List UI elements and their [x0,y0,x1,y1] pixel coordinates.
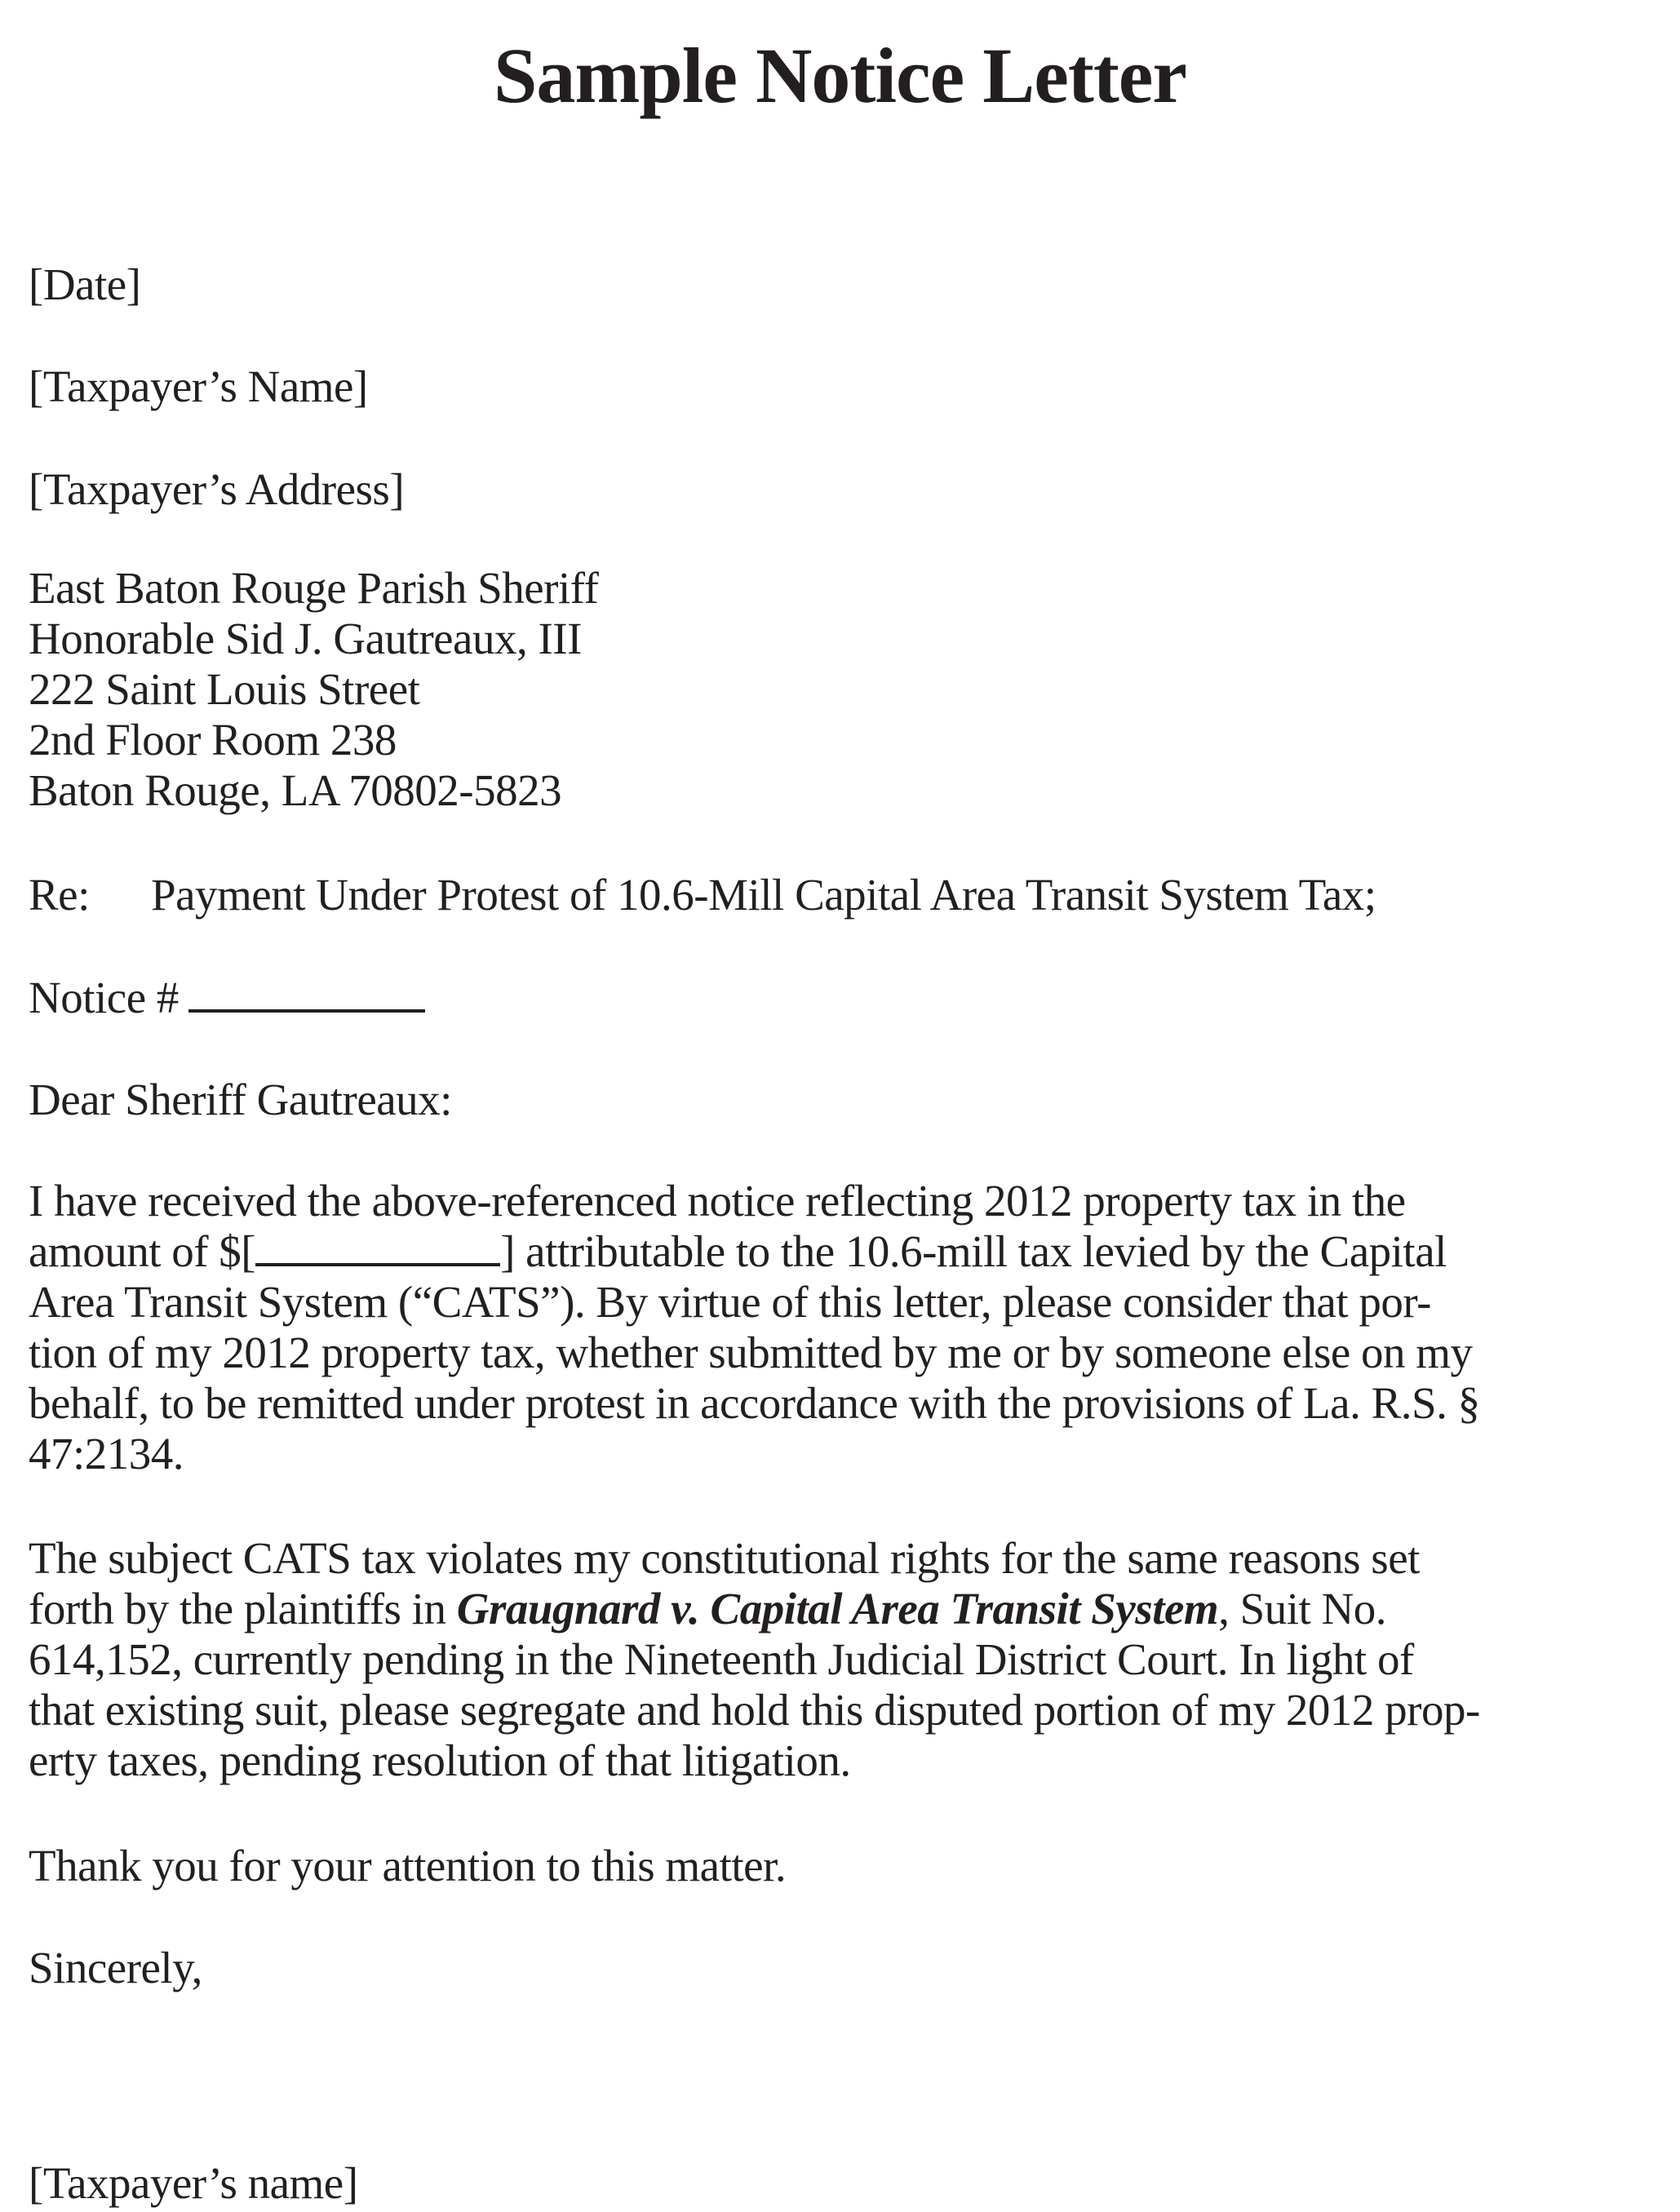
recipient-line: 222 Saint Louis Street [29,664,420,714]
closing-thanks: Thank you for your attention to this matter. [29,1841,787,1891]
recipient-address-block [29,563,598,816]
paragraph-line [29,1584,1480,1634]
body-paragraph-2 [29,1533,1480,1786]
recipient-line: Baton Rouge, LA 70802-5823 [29,765,562,815]
recipient-line: East Baton Rouge Parish Sheriff [29,563,599,613]
paragraph-line: behalf, to be remitted under protest in accordance with the provisions of La. R.S. § [29,1378,1480,1428]
paragraph-line: tion of my 2012 property tax, whether submitted by me or by someone else on my [29,1328,1473,1377]
notice-number-blank[interactable] [188,973,425,1013]
paragraph-line: erty taxes, pending resolution of that litigation. [29,1735,851,1785]
recipient-line: Honorable Sid J. Gautreaux, III [29,614,582,663]
page-title: Sample Notice Letter [493,32,1186,119]
re-label: Re: [29,870,90,920]
notice-label: Notice # [29,973,179,1022]
text-segment: ] attributable to the 10.6-mill tax levied by the Capital [500,1226,1447,1276]
paragraph-line: that existing suit, please segregate and hold this disputed portion of my 2012 prop- [29,1685,1480,1735]
paragraph-line: I have received the above-referenced notice reflecting 2012 property tax in the [29,1176,1406,1226]
closing-sign-off: Sincerely, [29,1943,202,1993]
paragraph-line: Area Transit System (“CATS”). By virtue of this letter, please consider that por- [29,1277,1431,1327]
taxpayer-address-placeholder: [Taxpayer’s Address] [29,464,405,514]
paragraph-line [29,1226,1480,1277]
signature-placeholder: [Taxpayer’s name] [29,2158,358,2208]
taxpayer-name-placeholder: [Taxpayer’s Name] [29,361,368,411]
salutation: Dear Sheriff Gautreaux: [29,1075,452,1124]
re-subject: Payment Under Protest of 10.6-Mill Capital Area Transit System Tax; [151,870,1376,920]
amount-blank[interactable] [255,1227,500,1266]
body-paragraph-1 [29,1176,1480,1479]
text-segment: , Suit No. [1218,1584,1387,1634]
re-line [29,870,1376,920]
date-placeholder: [Date] [29,259,141,309]
paragraph-line: The subject CATS tax violates my constitutional rights for the same reasons set [29,1533,1420,1583]
paragraph-line: 47:2134. [29,1429,184,1478]
text-segment: amount of $[ [29,1226,256,1276]
text-segment: forth by the plaintiffs in [29,1584,457,1634]
paragraph-line: 614,152, currently pending in the Nineteenth Judicial District Court. In light of [29,1634,1414,1684]
case-name: Graugnard v. Capital Area Transit System [456,1584,1219,1634]
recipient-line: 2nd Floor Room 238 [29,715,397,765]
notice-number-line [29,973,425,1023]
